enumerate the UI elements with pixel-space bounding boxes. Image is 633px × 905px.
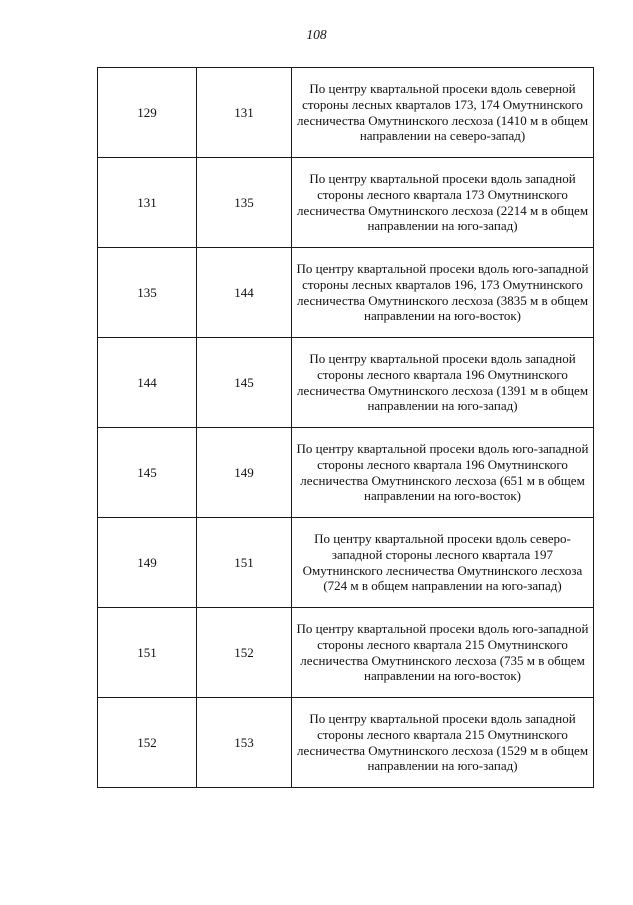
from-point-cell: 129 xyxy=(98,68,197,158)
to-point-cell: 151 xyxy=(197,518,292,608)
table-row xyxy=(98,338,594,428)
boundary-description-cell: По центру квартальной просеки вдоль северо-западной стороны лесного квартала 197 Омутнинского лесничества Омутнинского лесхоза (724 м в общем направлении на юго-запад) xyxy=(292,518,594,608)
to-point-cell: 131 xyxy=(197,68,292,158)
page-number: 108 xyxy=(306,27,327,42)
to-point-cell: 135 xyxy=(197,158,292,248)
to-point-cell: 152 xyxy=(197,608,292,698)
boundary-description-cell: По центру квартальной просеки вдоль северной стороны лесных кварталов 173, 174 Омутнинского лесничества Омутнинского лесхоза (1410 м в общем направлении на северо-запад) xyxy=(292,68,594,158)
boundary-table xyxy=(97,67,594,788)
table-row xyxy=(98,518,594,608)
table-row xyxy=(98,248,594,338)
to-point-cell: 153 xyxy=(197,698,292,788)
to-point-cell: 149 xyxy=(197,428,292,518)
boundary-description-cell: По центру квартальной просеки вдоль западной стороны лесного квартала 196 Омутнинского лесничества Омутнинского лесхоза (1391 м в общем направлении на юго-запад) xyxy=(292,338,594,428)
table-row xyxy=(98,158,594,248)
from-point-cell: 131 xyxy=(98,158,197,248)
table-row xyxy=(98,428,594,518)
from-point-cell: 149 xyxy=(98,518,197,608)
from-point-cell: 151 xyxy=(98,608,197,698)
boundary-description-cell: По центру квартальной просеки вдоль западной стороны лесного квартала 173 Омутнинского лесничества Омутнинского лесхоза (2214 м в общем направлении на юго-запад) xyxy=(292,158,594,248)
boundary-description-cell: По центру квартальной просеки вдоль юго-западной стороны лесного квартала 196 Омутнинского лесничества Омутнинского лесхоза (651 м в общем направлении на юго-восток) xyxy=(292,428,594,518)
table-row xyxy=(98,608,594,698)
from-point-cell: 152 xyxy=(98,698,197,788)
from-point-cell: 145 xyxy=(98,428,197,518)
table-row xyxy=(98,698,594,788)
boundary-description-cell: По центру квартальной просеки вдоль западной стороны лесного квартала 215 Омутнинского лесничества Омутнинского лесхоза (1529 м в общем направлении на юго-запад) xyxy=(292,698,594,788)
from-point-cell: 135 xyxy=(98,248,197,338)
to-point-cell: 144 xyxy=(197,248,292,338)
to-point-cell: 145 xyxy=(197,338,292,428)
table-row xyxy=(98,68,594,158)
boundary-description-cell: По центру квартальной просеки вдоль юго-западной стороны лесных кварталов 196, 173 Омутнинского лесничества Омутнинского лесхоза (3835 м в общем направлении на юго-восток) xyxy=(292,248,594,338)
boundary-description-cell: По центру квартальной просеки вдоль юго-западной стороны лесного квартала 215 Омутнинского лесничества Омутнинского лесхоза (735 м в общем направлении на юго-восток) xyxy=(292,608,594,698)
from-point-cell: 144 xyxy=(98,338,197,428)
